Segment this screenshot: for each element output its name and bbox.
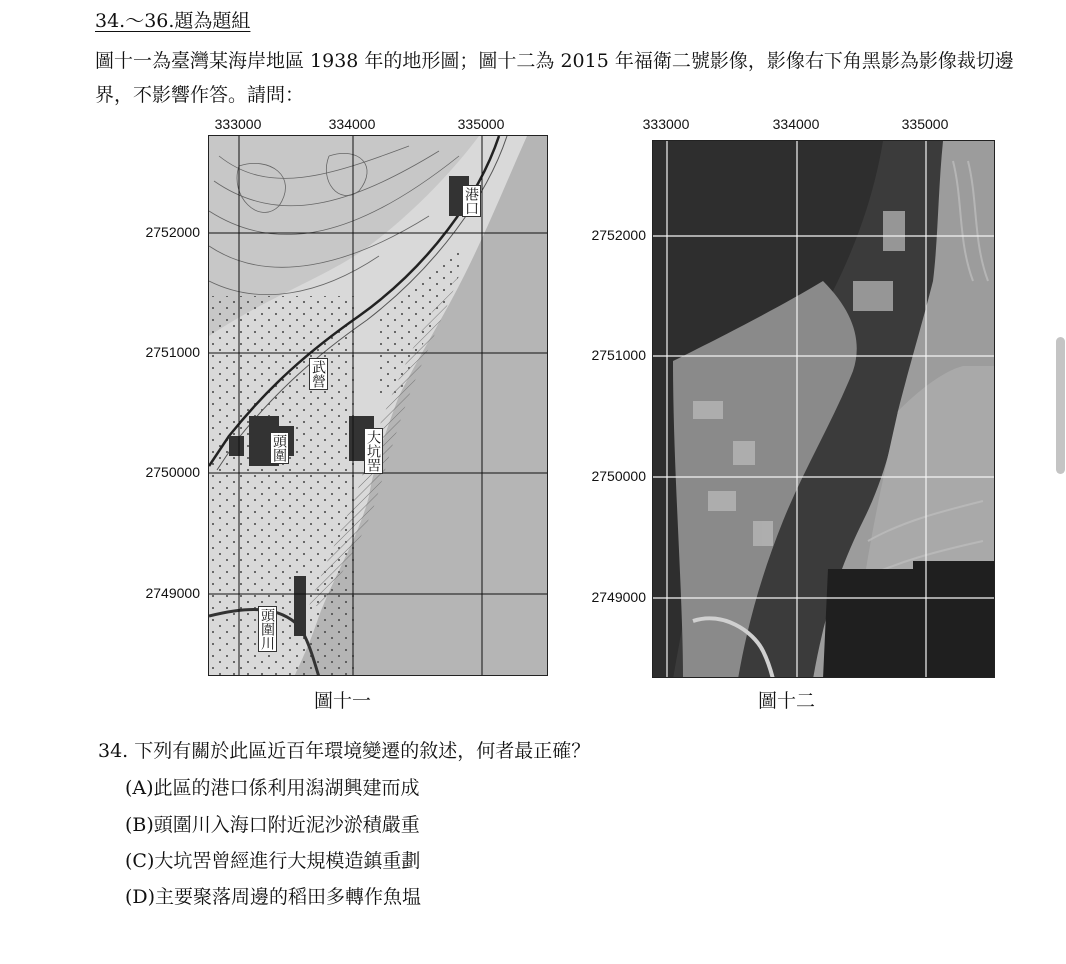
question-group-title: 34.～36.題為題組 [95, 10, 251, 32]
fig12-x-tick: 334000 [772, 116, 820, 132]
fig11-x-tick: 334000 [328, 116, 376, 132]
fig12-y-tick: 2750000 [591, 468, 646, 484]
figure11-topographic-map [208, 135, 548, 676]
place-label-wuying: 武營 [310, 360, 326, 388]
fig12-x-tick: 333000 [642, 116, 690, 132]
place-label-port: 港口 [463, 187, 479, 215]
fig12-y-tick: 2751000 [591, 347, 646, 363]
option-d[interactable]: (D)主要聚落周邊的稻田多轉作魚塭 [125, 886, 422, 908]
place-label-touwei: 頭圍 [271, 434, 287, 462]
place-label-dakengzhong: 大坑罟 [365, 430, 381, 472]
fig11-x-tick: 333000 [214, 116, 262, 132]
figure12-satellite-image [652, 140, 995, 678]
question-34-stem: 34. 下列有關於此區近百年環境變遷的敘述，何者最正確？ [98, 740, 591, 762]
fig11-y-tick: 2752000 [145, 224, 200, 240]
fig11-y-tick: 2750000 [145, 464, 200, 480]
figure11-caption: 圖十一 [314, 690, 372, 712]
option-c[interactable]: (C)大坑罟曾經進行大規模造鎮重劃 [125, 850, 421, 872]
option-a[interactable]: (A)此區的港口係利用潟湖興建而成 [125, 777, 420, 799]
fig12-y-tick: 2752000 [591, 227, 646, 243]
place-label-touwei-river: 頭圍川 [259, 608, 275, 650]
question-group-intro: 圖十一為臺灣某海岸地區 1938 年的地形圖；圖十二為 2015 年福衛二號影像，影像右下角黑影為影像裁切邊界，不影響作答。請問： [95, 50, 1014, 106]
option-b[interactable]: (B)頭圍川入海口附近泥沙淤積嚴重 [125, 814, 420, 836]
fig12-x-tick: 335000 [901, 116, 949, 132]
fig11-y-tick: 2751000 [145, 344, 200, 360]
vertical-scrollbar-thumb[interactable] [1056, 337, 1065, 474]
fig11-x-tick: 335000 [457, 116, 505, 132]
fig12-y-tick: 2749000 [591, 589, 646, 605]
figure12-caption: 圖十二 [758, 690, 816, 712]
fig11-y-tick: 2749000 [145, 585, 200, 601]
